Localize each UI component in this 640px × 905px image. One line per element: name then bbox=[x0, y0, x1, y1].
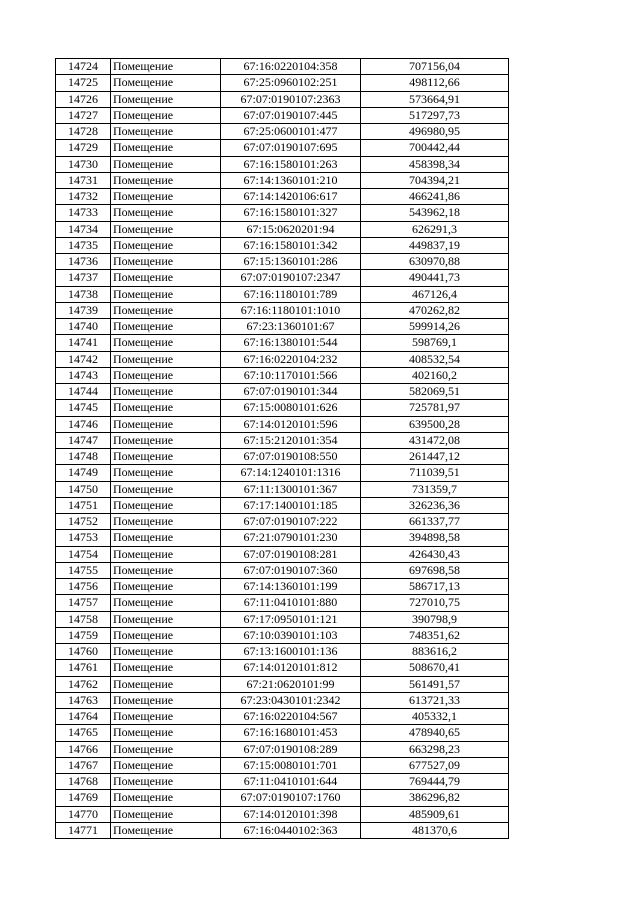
row-number-cell: 14739 bbox=[56, 302, 111, 318]
cadastral-number-cell: 67:14:0120101:596 bbox=[221, 416, 361, 432]
table-row bbox=[56, 449, 509, 465]
row-number-cell: 14733 bbox=[56, 205, 111, 221]
row-number-cell: 14767 bbox=[56, 757, 111, 773]
cadastral-value-cell: 449837,19 bbox=[361, 237, 509, 253]
object-type-cell: Помещение bbox=[111, 59, 221, 75]
cadastral-number-cell: 67:11:1300101:367 bbox=[221, 481, 361, 497]
table-row bbox=[56, 709, 509, 725]
cadastral-value-cell: 390798,9 bbox=[361, 611, 509, 627]
cadastral-number-cell: 67:10:1170101:566 bbox=[221, 367, 361, 383]
object-type-cell: Помещение bbox=[111, 644, 221, 660]
row-number-cell: 14731 bbox=[56, 172, 111, 188]
table-row bbox=[56, 676, 509, 692]
object-type-cell: Помещение bbox=[111, 514, 221, 530]
row-number-cell: 14741 bbox=[56, 335, 111, 351]
cadastral-value-cell: 630970,88 bbox=[361, 254, 509, 270]
row-number-cell: 14744 bbox=[56, 384, 111, 400]
cadastral-number-cell: 67:07:0190108:289 bbox=[221, 741, 361, 757]
row-number-cell: 14762 bbox=[56, 676, 111, 692]
table-row bbox=[56, 335, 509, 351]
table-row bbox=[56, 579, 509, 595]
object-type-cell: Помещение bbox=[111, 579, 221, 595]
table-row bbox=[56, 351, 509, 367]
row-number-cell: 14760 bbox=[56, 644, 111, 660]
object-type-cell: Помещение bbox=[111, 172, 221, 188]
row-number-cell: 14740 bbox=[56, 319, 111, 335]
cadastral-value-cell: 677527,09 bbox=[361, 757, 509, 773]
cadastral-number-cell: 67:16:1580101:342 bbox=[221, 237, 361, 253]
row-number-cell: 14765 bbox=[56, 725, 111, 741]
cadastral-number-cell: 67:16:1180101:789 bbox=[221, 286, 361, 302]
cadastral-number-cell: 67:25:0960102:251 bbox=[221, 75, 361, 91]
registry-table bbox=[55, 58, 509, 839]
table-row bbox=[56, 75, 509, 91]
cadastral-value-cell: 517297,73 bbox=[361, 107, 509, 123]
table-row bbox=[56, 221, 509, 237]
object-type-cell: Помещение bbox=[111, 725, 221, 741]
table-row bbox=[56, 140, 509, 156]
row-number-cell: 14727 bbox=[56, 107, 111, 123]
cadastral-number-cell: 67:16:1580101:327 bbox=[221, 205, 361, 221]
object-type-cell: Помещение bbox=[111, 774, 221, 790]
object-type-cell: Помещение bbox=[111, 189, 221, 205]
row-number-cell: 14728 bbox=[56, 124, 111, 140]
cadastral-value-cell: 707156,04 bbox=[361, 59, 509, 75]
table-row bbox=[56, 595, 509, 611]
row-number-cell: 14732 bbox=[56, 189, 111, 205]
cadastral-value-cell: 508670,41 bbox=[361, 660, 509, 676]
cadastral-value-cell: 661337,77 bbox=[361, 514, 509, 530]
row-number-cell: 14752 bbox=[56, 514, 111, 530]
object-type-cell: Помещение bbox=[111, 627, 221, 643]
cadastral-number-cell: 67:16:1580101:263 bbox=[221, 156, 361, 172]
cadastral-number-cell: 67:14:1360101:210 bbox=[221, 172, 361, 188]
table-row bbox=[56, 497, 509, 513]
table-row bbox=[56, 741, 509, 757]
row-number-cell: 14757 bbox=[56, 595, 111, 611]
object-type-cell: Помещение bbox=[111, 660, 221, 676]
cadastral-number-cell: 67:14:0120101:812 bbox=[221, 660, 361, 676]
object-type-cell: Помещение bbox=[111, 221, 221, 237]
row-number-cell: 14768 bbox=[56, 774, 111, 790]
cadastral-value-cell: 466241,86 bbox=[361, 189, 509, 205]
cadastral-number-cell: 67:23:0430101:2342 bbox=[221, 692, 361, 708]
cadastral-value-cell: 704394,21 bbox=[361, 172, 509, 188]
cadastral-number-cell: 67:25:0600101:477 bbox=[221, 124, 361, 140]
object-type-cell: Помещение bbox=[111, 416, 221, 432]
table-row bbox=[56, 254, 509, 270]
cadastral-value-cell: 470262,82 bbox=[361, 302, 509, 318]
table-row bbox=[56, 546, 509, 562]
table-row bbox=[56, 302, 509, 318]
table-row bbox=[56, 790, 509, 806]
cadastral-value-cell: 598769,1 bbox=[361, 335, 509, 351]
table-row bbox=[56, 156, 509, 172]
object-type-cell: Помещение bbox=[111, 465, 221, 481]
table-row bbox=[56, 107, 509, 123]
object-type-cell: Помещение bbox=[111, 237, 221, 253]
object-type-cell: Помещение bbox=[111, 611, 221, 627]
cadastral-number-cell: 67:15:0080101:701 bbox=[221, 757, 361, 773]
cadastral-number-cell: 67:07:0190107:2347 bbox=[221, 270, 361, 286]
object-type-cell: Помещение bbox=[111, 286, 221, 302]
row-number-cell: 14755 bbox=[56, 562, 111, 578]
object-type-cell: Помещение bbox=[111, 335, 221, 351]
cadastral-number-cell: 67:23:1360101:67 bbox=[221, 319, 361, 335]
table-row bbox=[56, 660, 509, 676]
cadastral-number-cell: 67:11:0410101:880 bbox=[221, 595, 361, 611]
row-number-cell: 14730 bbox=[56, 156, 111, 172]
object-type-cell: Помещение bbox=[111, 481, 221, 497]
row-number-cell: 14766 bbox=[56, 741, 111, 757]
cadastral-number-cell: 67:07:0190107:1760 bbox=[221, 790, 361, 806]
cadastral-value-cell: 431472,08 bbox=[361, 432, 509, 448]
cadastral-value-cell: 599914,26 bbox=[361, 319, 509, 335]
cadastral-number-cell: 67:07:0190101:344 bbox=[221, 384, 361, 400]
cadastral-value-cell: 496980,95 bbox=[361, 124, 509, 140]
object-type-cell: Помещение bbox=[111, 205, 221, 221]
cadastral-value-cell: 402160,2 bbox=[361, 367, 509, 383]
cadastral-value-cell: 697698,58 bbox=[361, 562, 509, 578]
cadastral-value-cell: 573664,91 bbox=[361, 91, 509, 107]
table-row bbox=[56, 400, 509, 416]
row-number-cell: 14747 bbox=[56, 432, 111, 448]
object-type-cell: Помещение bbox=[111, 432, 221, 448]
cadastral-value-cell: 561491,57 bbox=[361, 676, 509, 692]
cadastral-number-cell: 67:07:0190107:360 bbox=[221, 562, 361, 578]
table-row bbox=[56, 774, 509, 790]
cadastral-value-cell: 405332,1 bbox=[361, 709, 509, 725]
cadastral-number-cell: 67:07:0190107:222 bbox=[221, 514, 361, 530]
row-number-cell: 14754 bbox=[56, 546, 111, 562]
object-type-cell: Помещение bbox=[111, 790, 221, 806]
table-row bbox=[56, 822, 509, 838]
cadastral-number-cell: 67:14:1240101:1316 bbox=[221, 465, 361, 481]
cadastral-number-cell: 67:07:0190107:445 bbox=[221, 107, 361, 123]
row-number-cell: 14769 bbox=[56, 790, 111, 806]
row-number-cell: 14764 bbox=[56, 709, 111, 725]
row-number-cell: 14770 bbox=[56, 806, 111, 822]
row-number-cell: 14749 bbox=[56, 465, 111, 481]
cadastral-number-cell: 67:13:1600101:136 bbox=[221, 644, 361, 660]
cadastral-number-cell: 67:15:1360101:286 bbox=[221, 254, 361, 270]
object-type-cell: Помещение bbox=[111, 676, 221, 692]
cadastral-number-cell: 67:14:1420106:617 bbox=[221, 189, 361, 205]
object-type-cell: Помещение bbox=[111, 302, 221, 318]
row-number-cell: 14737 bbox=[56, 270, 111, 286]
table-row bbox=[56, 124, 509, 140]
cadastral-value-cell: 731359,7 bbox=[361, 481, 509, 497]
table-row bbox=[56, 757, 509, 773]
row-number-cell: 14736 bbox=[56, 254, 111, 270]
cadastral-value-cell: 586717,13 bbox=[361, 579, 509, 595]
cadastral-number-cell: 67:16:1180101:1010 bbox=[221, 302, 361, 318]
registry-table-body bbox=[56, 59, 509, 839]
table-row bbox=[56, 319, 509, 335]
object-type-cell: Помещение bbox=[111, 757, 221, 773]
object-type-cell: Помещение bbox=[111, 124, 221, 140]
table-row bbox=[56, 627, 509, 643]
cadastral-number-cell: 67:10:0390101:103 bbox=[221, 627, 361, 643]
cadastral-value-cell: 467126,4 bbox=[361, 286, 509, 302]
row-number-cell: 14725 bbox=[56, 75, 111, 91]
cadastral-value-cell: 639500,28 bbox=[361, 416, 509, 432]
cadastral-value-cell: 748351,62 bbox=[361, 627, 509, 643]
cadastral-number-cell: 67:17:1400101:185 bbox=[221, 497, 361, 513]
cadastral-value-cell: 711039,51 bbox=[361, 465, 509, 481]
table-row bbox=[56, 416, 509, 432]
object-type-cell: Помещение bbox=[111, 562, 221, 578]
cadastral-number-cell: 67:16:0220104:232 bbox=[221, 351, 361, 367]
cadastral-value-cell: 394898,58 bbox=[361, 530, 509, 546]
row-number-cell: 14759 bbox=[56, 627, 111, 643]
table-row bbox=[56, 237, 509, 253]
cadastral-number-cell: 67:15:0080101:626 bbox=[221, 400, 361, 416]
table-row bbox=[56, 172, 509, 188]
row-number-cell: 14763 bbox=[56, 692, 111, 708]
cadastral-value-cell: 261447,12 bbox=[361, 449, 509, 465]
row-number-cell: 14724 bbox=[56, 59, 111, 75]
cadastral-number-cell: 67:16:1380101:544 bbox=[221, 335, 361, 351]
table-row bbox=[56, 725, 509, 741]
object-type-cell: Помещение bbox=[111, 367, 221, 383]
cadastral-value-cell: 408532,54 bbox=[361, 351, 509, 367]
cadastral-number-cell: 67:16:0220104:358 bbox=[221, 59, 361, 75]
table-row bbox=[56, 286, 509, 302]
object-type-cell: Помещение bbox=[111, 497, 221, 513]
cadastral-number-cell: 67:15:0620201:94 bbox=[221, 221, 361, 237]
table-row bbox=[56, 367, 509, 383]
cadastral-value-cell: 626291,3 bbox=[361, 221, 509, 237]
table-row bbox=[56, 644, 509, 660]
cadastral-number-cell: 67:11:0410101:644 bbox=[221, 774, 361, 790]
table-row bbox=[56, 189, 509, 205]
cadastral-number-cell: 67:21:0620101:99 bbox=[221, 676, 361, 692]
table-row bbox=[56, 692, 509, 708]
row-number-cell: 14734 bbox=[56, 221, 111, 237]
object-type-cell: Помещение bbox=[111, 400, 221, 416]
row-number-cell: 14758 bbox=[56, 611, 111, 627]
cadastral-value-cell: 458398,34 bbox=[361, 156, 509, 172]
object-type-cell: Помещение bbox=[111, 140, 221, 156]
table-row bbox=[56, 270, 509, 286]
object-type-cell: Помещение bbox=[111, 741, 221, 757]
table-row bbox=[56, 465, 509, 481]
row-number-cell: 14751 bbox=[56, 497, 111, 513]
cadastral-number-cell: 67:21:0790101:230 bbox=[221, 530, 361, 546]
cadastral-value-cell: 490441,73 bbox=[361, 270, 509, 286]
object-type-cell: Помещение bbox=[111, 319, 221, 335]
cadastral-value-cell: 326236,36 bbox=[361, 497, 509, 513]
row-number-cell: 14738 bbox=[56, 286, 111, 302]
cadastral-number-cell: 67:07:0190108:550 bbox=[221, 449, 361, 465]
object-type-cell: Помещение bbox=[111, 595, 221, 611]
cadastral-number-cell: 67:14:1360101:199 bbox=[221, 579, 361, 595]
object-type-cell: Помещение bbox=[111, 107, 221, 123]
table-row bbox=[56, 432, 509, 448]
row-number-cell: 14748 bbox=[56, 449, 111, 465]
cadastral-value-cell: 485909,61 bbox=[361, 806, 509, 822]
cadastral-value-cell: 769444,79 bbox=[361, 774, 509, 790]
table-row bbox=[56, 384, 509, 400]
row-number-cell: 14729 bbox=[56, 140, 111, 156]
row-number-cell: 14743 bbox=[56, 367, 111, 383]
cadastral-value-cell: 613721,33 bbox=[361, 692, 509, 708]
cadastral-value-cell: 725781,97 bbox=[361, 400, 509, 416]
object-type-cell: Помещение bbox=[111, 351, 221, 367]
cadastral-number-cell: 67:16:0440102:363 bbox=[221, 822, 361, 838]
row-number-cell: 14771 bbox=[56, 822, 111, 838]
cadastral-number-cell: 67:14:0120101:398 bbox=[221, 806, 361, 822]
table-row bbox=[56, 59, 509, 75]
object-type-cell: Помещение bbox=[111, 156, 221, 172]
cadastral-number-cell: 67:07:0190107:695 bbox=[221, 140, 361, 156]
table-row bbox=[56, 205, 509, 221]
object-type-cell: Помещение bbox=[111, 384, 221, 400]
object-type-cell: Помещение bbox=[111, 806, 221, 822]
cadastral-value-cell: 386296,82 bbox=[361, 790, 509, 806]
table-row bbox=[56, 806, 509, 822]
object-type-cell: Помещение bbox=[111, 449, 221, 465]
cadastral-number-cell: 67:16:1680101:453 bbox=[221, 725, 361, 741]
cadastral-number-cell: 67:07:0190108:281 bbox=[221, 546, 361, 562]
cadastral-value-cell: 727010,75 bbox=[361, 595, 509, 611]
cadastral-number-cell: 67:07:0190107:2363 bbox=[221, 91, 361, 107]
cadastral-value-cell: 700442,44 bbox=[361, 140, 509, 156]
object-type-cell: Помещение bbox=[111, 75, 221, 91]
cadastral-number-cell: 67:16:0220104:567 bbox=[221, 709, 361, 725]
table-row bbox=[56, 530, 509, 546]
row-number-cell: 14726 bbox=[56, 91, 111, 107]
table-row bbox=[56, 514, 509, 530]
object-type-cell: Помещение bbox=[111, 270, 221, 286]
table-row bbox=[56, 481, 509, 497]
cadastral-value-cell: 883616,2 bbox=[361, 644, 509, 660]
object-type-cell: Помещение bbox=[111, 692, 221, 708]
table-row bbox=[56, 91, 509, 107]
row-number-cell: 14746 bbox=[56, 416, 111, 432]
object-type-cell: Помещение bbox=[111, 822, 221, 838]
object-type-cell: Помещение bbox=[111, 91, 221, 107]
row-number-cell: 14742 bbox=[56, 351, 111, 367]
cadastral-value-cell: 478940,65 bbox=[361, 725, 509, 741]
object-type-cell: Помещение bbox=[111, 530, 221, 546]
row-number-cell: 14761 bbox=[56, 660, 111, 676]
row-number-cell: 14753 bbox=[56, 530, 111, 546]
table-row bbox=[56, 562, 509, 578]
table-row bbox=[56, 611, 509, 627]
cadastral-value-cell: 481370,6 bbox=[361, 822, 509, 838]
row-number-cell: 14745 bbox=[56, 400, 111, 416]
object-type-cell: Помещение bbox=[111, 254, 221, 270]
cadastral-value-cell: 663298,23 bbox=[361, 741, 509, 757]
cadastral-value-cell: 426430,43 bbox=[361, 546, 509, 562]
cadastral-number-cell: 67:15:2120101:354 bbox=[221, 432, 361, 448]
cadastral-value-cell: 498112,66 bbox=[361, 75, 509, 91]
row-number-cell: 14756 bbox=[56, 579, 111, 595]
row-number-cell: 14735 bbox=[56, 237, 111, 253]
cadastral-value-cell: 582069,51 bbox=[361, 384, 509, 400]
cadastral-value-cell: 543962,18 bbox=[361, 205, 509, 221]
cadastral-number-cell: 67:17:0950101:121 bbox=[221, 611, 361, 627]
object-type-cell: Помещение bbox=[111, 546, 221, 562]
object-type-cell: Помещение bbox=[111, 709, 221, 725]
row-number-cell: 14750 bbox=[56, 481, 111, 497]
